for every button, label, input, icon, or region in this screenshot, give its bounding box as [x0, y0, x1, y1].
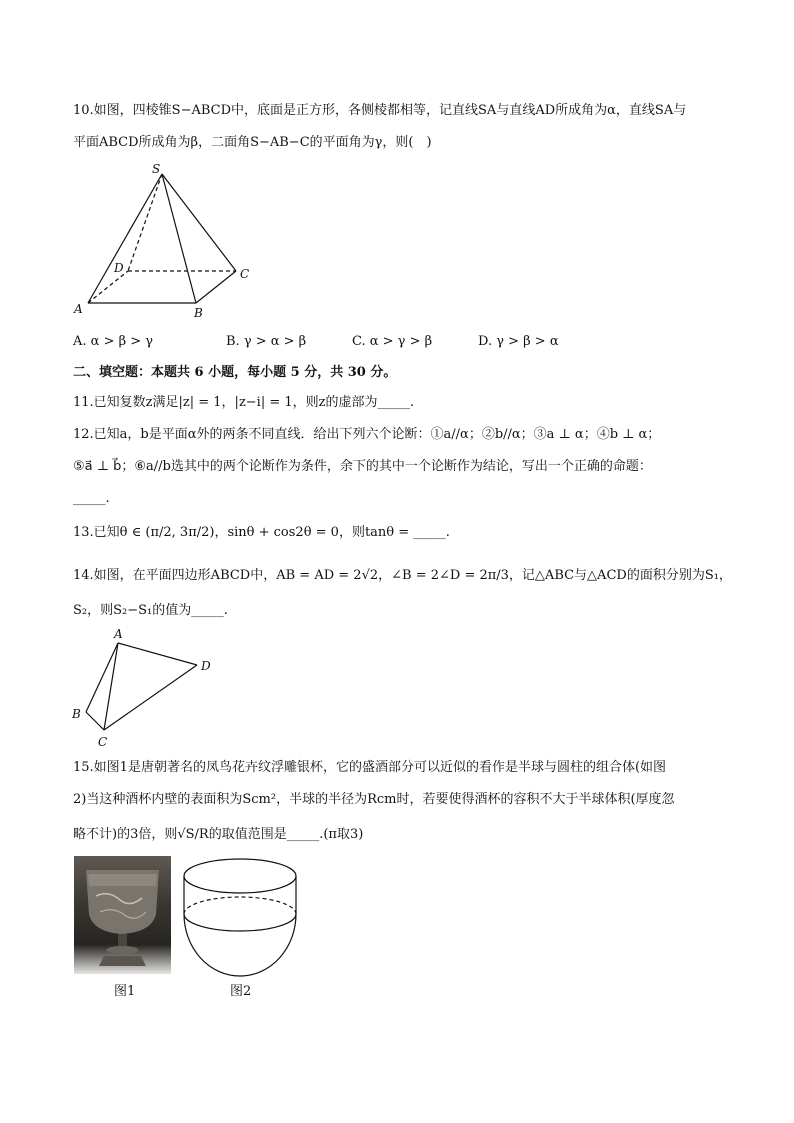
equator-back — [184, 897, 296, 914]
quadrilateral-figure — [66, 622, 226, 754]
section-2-heading: 二、填空题：本题共 6 小题，每小题 5 分，共 30 分。 — [73, 365, 397, 380]
label-b: B — [194, 306, 203, 320]
edge-ba — [86, 643, 118, 712]
edge-sa — [88, 174, 162, 303]
edge-sb — [162, 174, 196, 303]
edge-ad — [88, 271, 128, 303]
q10-stem-line2: 平面ABCD所成角为β，二面角S−AB−C的平面角为γ，则( ) — [73, 135, 432, 150]
label-s: S — [152, 162, 161, 176]
edge-sc — [162, 174, 236, 271]
q12-stem-line1: 12.已知a，b是平面α外的两条不同直线．给出下列六个论断：①a//α；②b//α；③a ⊥ α；④b ⊥ α； — [73, 427, 661, 442]
q10-option-a: A. α > β > γ — [73, 334, 154, 349]
q11-stem: 11.已知复数z满足|z| = 1，|z−i| = 1，则z的虚部为_____. — [73, 395, 415, 410]
q14-stem-line2: S₂，则S₂−S₁的值为_____. — [73, 603, 228, 618]
q15-stem-line1: 15.如图1是唐朝著名的凤鸟花卉纹浮雕银杯，它的盛酒部分可以近似的看作是半球与圆柱的组合体(如图 — [73, 760, 667, 775]
edge-bc — [196, 271, 236, 303]
label-a: A — [114, 627, 123, 641]
q10-option-b: B. γ > α > β — [226, 334, 307, 349]
q10-option-d: D. γ > β > α — [478, 334, 559, 349]
q10-option-c: C. α > γ > β — [352, 334, 433, 349]
q14-stem-line1: 14.如图，在平面四边形ABCD中，AB = AD = 2√2，∠B = 2∠D = 2π/3，记△ABC与△ACD的面积分别为S₁， — [73, 568, 732, 583]
edge-ac — [104, 643, 118, 730]
q12-answer-blank: _____. — [73, 491, 110, 506]
label-b: B — [72, 707, 81, 721]
label-c: C — [240, 267, 250, 281]
top-rim — [184, 859, 296, 893]
label-a: A — [74, 302, 83, 316]
q15-stem-line2: 2)当这种酒杯内壁的表面积为Scm²，半球的半径为Rcm时，若要使得酒杯的容积不大于半球体积(厚度忽 — [73, 792, 675, 807]
q12-stem-line2: ⑤a⃗ ⊥ b⃗；⑥a//b选其中的两个论断作为条件，余下的其中一个论断作为结论，写出一个正确的命题： — [73, 459, 652, 474]
q15-stem-line3: 略不计)的3倍，则√S/R的取值范围是_____.(π取3) — [73, 827, 364, 842]
label-d: D — [201, 659, 211, 673]
pyramid-figure — [66, 160, 266, 320]
silver-cup-photo — [74, 856, 171, 974]
figure-1-caption: 图1 — [114, 984, 136, 999]
edge-ad — [118, 643, 197, 665]
edge-sd — [128, 174, 162, 271]
equator-front — [184, 914, 296, 931]
edge-dc — [104, 665, 197, 730]
q10-stem-line1: 10.如图，四棱锥S−ABCD中，底面是正方形，各侧棱都相等，记直线SA与直线AD所成角为α，直线SA与 — [73, 103, 687, 118]
label-d: D — [114, 261, 124, 275]
edge-cb — [86, 712, 104, 730]
q13-stem: 13.已知θ ∈ (π/2, 3π/2)，sinθ + cos2θ = 0，则tanθ = _____. — [73, 525, 450, 540]
label-c: C — [98, 735, 108, 749]
cup-diagram — [180, 852, 300, 982]
figure-2-caption: 图2 — [230, 984, 252, 999]
hemisphere — [184, 914, 296, 976]
